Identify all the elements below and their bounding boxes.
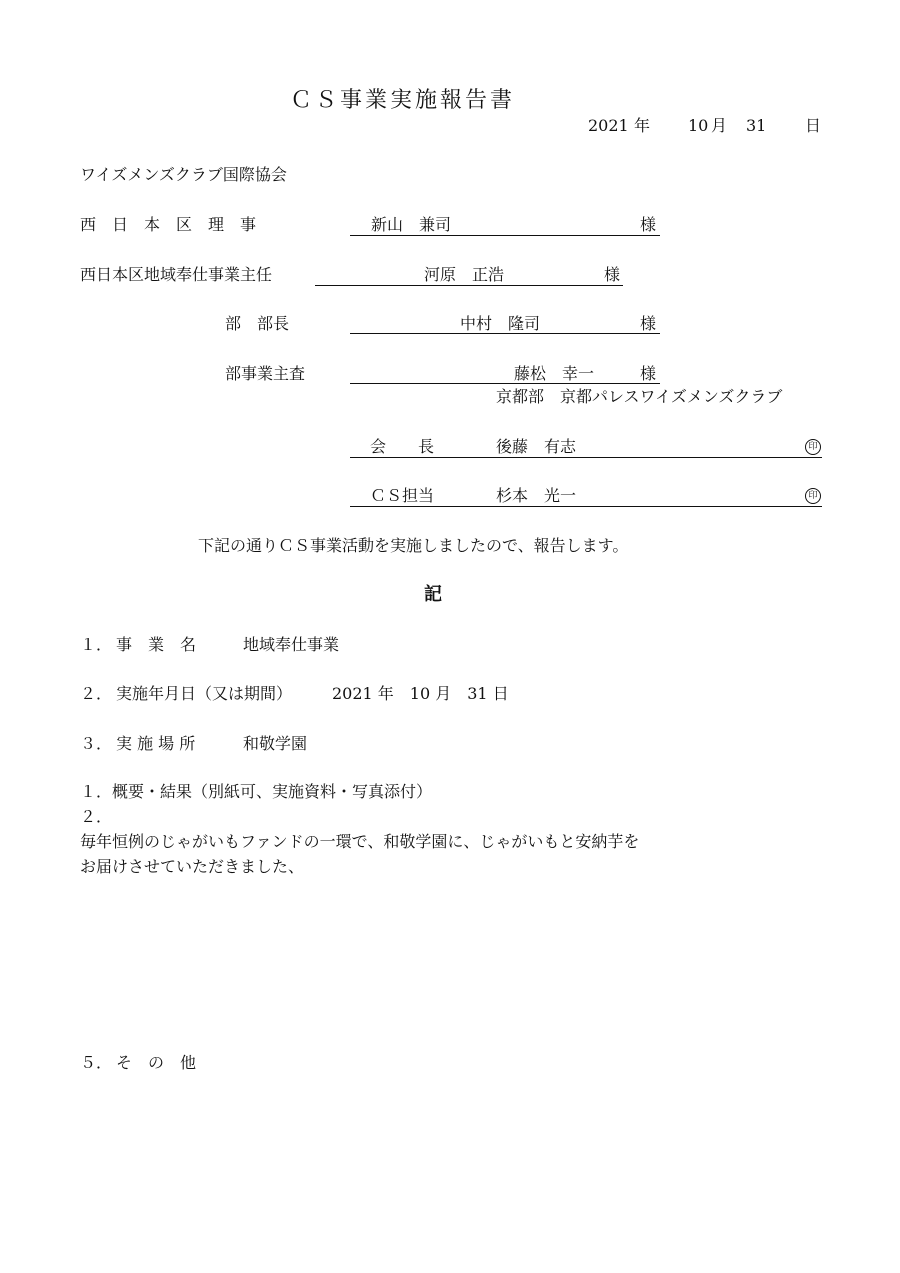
item-number: １． [80,635,113,654]
recipient-name: 中村 隆司 [460,314,541,333]
date-year-unit: 年 [634,116,651,135]
document-title: ＣＳ事業実施報告書 [290,88,516,113]
date-year: 2021 [588,116,629,135]
item-value: 地域奉仕事業 [243,635,340,654]
intro-text: 下記の通りＣＳ事業活動を実施しましたので、報告します。 [198,536,629,555]
item-value: 和敬学園 [243,734,308,753]
recipient-title: 部事業主査 [225,364,306,383]
other-label: そ の 他 [116,1053,197,1072]
cs-role: ＣＳ担当 [370,486,435,505]
recipient-title: 西日本区地域奉仕事業主任 [80,265,273,284]
recipient-underline [350,383,660,384]
recipient-honorific: 様 [640,215,657,234]
recipient-underline [315,285,623,286]
date-day-unit: 日 [805,116,822,135]
cs-underline [350,506,822,507]
item-label: 実施年月日（又は期間） [116,684,293,703]
president-role: 会 長 [370,437,435,456]
item-number: ３． [80,734,113,753]
date-month-unit: 月 [711,116,728,135]
recipient-underline [350,235,660,236]
item-label: 実 施 場 所 [116,734,196,753]
summary-body: 毎年恒例のじゃがいもファンドの一環で、和敬学園に、じゃがいもと安納芋を [80,832,640,851]
summary-heading: １．概要・結果（別紙可、実施資料・写真添付） [80,782,433,801]
recipient-honorific: 様 [640,314,657,333]
date-day: 31 [746,116,767,135]
president-seal: 印 [805,439,821,455]
president-underline [350,457,822,458]
other-number: ５． [80,1053,113,1072]
summary-number: ２． [80,807,113,826]
president-name: 後藤 有志 [496,437,577,456]
recipient-underline [350,333,660,334]
cs-seal: 印 [805,488,821,504]
item-value: 2021 年 10 月 31 日 [332,684,509,703]
item-number: ２． [80,684,113,703]
record-heading: 記 [424,584,442,605]
recipient-name: 河原 正浩 [424,265,505,284]
date-month: 10 [688,116,709,135]
sender-club: 京都部 京都パレスワイズメンズクラブ [496,387,783,406]
summary-body: お届けさせていただきました、 [80,857,305,876]
recipient-honorific: 様 [604,265,621,284]
organization-name: ワイズメンズクラブ国際協会 [80,165,287,184]
recipient-name: 藤松 幸一 [514,364,595,383]
recipient-title: 西 日 本 区 理 事 [80,215,257,234]
recipient-name: 新山 兼司 [371,215,452,234]
recipient-title: 部 部長 [225,314,290,333]
recipient-honorific: 様 [640,364,657,383]
item-label: 事 業 名 [116,635,197,654]
cs-name: 杉本 光一 [496,486,577,505]
